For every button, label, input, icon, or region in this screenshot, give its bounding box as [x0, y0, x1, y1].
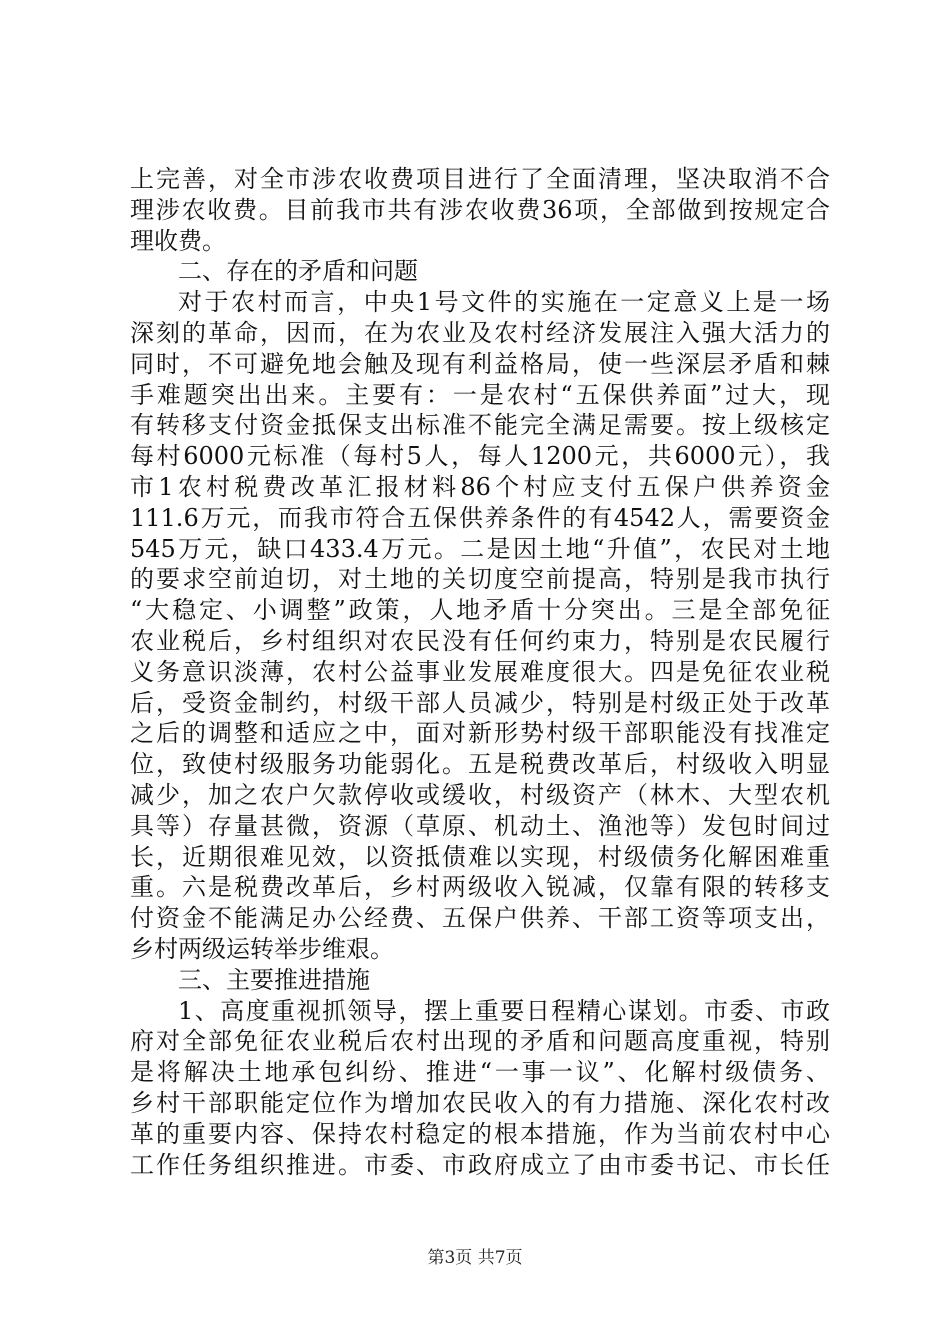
text-line: 市1农村税费改革汇报材料86个村应支付五保户供养资金	[130, 472, 830, 501]
text-line: 有转移支付资金抵保支出标准不能完全满足需要。按上级核定	[130, 411, 830, 440]
text-line: 545万元，缺口433.4万元。二是因土地“升值”，农民对土地	[130, 534, 830, 563]
document-body	[130, 164, 830, 1180]
text-line: 义务意识淡薄，农村公益事业发展难度很大。四是免征农业税	[130, 657, 830, 686]
text-line: 二、存在的矛盾和问题	[178, 257, 418, 286]
text-line: 乡村干部职能定位作为增加农民收入的有力措施、深化农村改	[130, 1088, 830, 1117]
text-line: 理涉农收费。目前我市共有涉农收费36项，全部做到按规定合	[130, 195, 830, 224]
text-line: 付资金不能满足办公经费、五保户供养、干部工资等项支出，	[130, 904, 830, 933]
text-line: 对于农村而言，中央1号文件的实施在一定意义上是一场	[178, 288, 830, 317]
text-line: 重。六是税费改革后，乡村两级收入锐减，仅靠有限的转移支	[130, 873, 830, 902]
text-line: 减少，加之农户欠款停收或缓收，村级资产（林木、大型农机	[130, 780, 830, 809]
text-line: 乡村两级运转举步维艰。	[130, 934, 394, 963]
text-line: 三、主要推进措施	[178, 965, 370, 994]
text-line: 革的重要内容、保持农村稳定的根本措施，作为当前农村中心	[130, 1119, 830, 1148]
text-line: 理收费。	[130, 226, 226, 255]
text-line: 111.6万元，而我市符合五保供养条件的有4542人，需要资金	[130, 503, 830, 532]
text-line: 位，致使村级服务功能弱化。五是税费改革后，村级收入明显	[130, 750, 830, 779]
text-line: 每村6000元标准（每村5人，每人1200元，共6000元），我	[130, 442, 830, 471]
text-line: 上完善，对全市涉农收费项目进行了全面清理，坚决取消不合	[130, 165, 830, 193]
page-footer: 第3页 共7页	[427, 1248, 523, 1268]
text-line: 同时，不可避免地会触及现有利益格局，使一些深层矛盾和棘	[130, 349, 830, 378]
text-line: 具等）存量甚微，资源（草原、机动土、渔池等）发包时间过	[130, 811, 830, 840]
text-line: 的要求空前迫切，对土地的关切度空前提高，特别是我市执行	[130, 565, 830, 594]
text-line: “大稳定、小调整”政策，人地矛盾十分突出。三是全部免征	[130, 596, 830, 625]
text-line: 深刻的革命，因而，在为农业及农村经济发展注入强大活力的	[130, 318, 830, 347]
text-line: 长，近期很难见效，以资抵债难以实现，村级债务化解困难重	[130, 842, 830, 871]
text-line: 之后的调整和适应之中，面对新形势村级干部职能没有找准定	[130, 719, 830, 748]
text-line: 农业税后，乡村组织对农民没有任何约束力，特别是农民履行	[130, 626, 830, 655]
text-line: 后，受资金制约，村级干部人员减少，特别是村级正处于改革	[130, 688, 830, 717]
text-line: 工作任务组织推进。市委、市政府成立了由市委书记、市长任	[130, 1150, 830, 1179]
text-line: 府对全部免征农业税后农村出现的矛盾和问题高度重视，特别	[130, 1027, 830, 1056]
text-line: 手难题突出出来。主要有：一是农村“五保供养面”过大，现	[130, 380, 830, 409]
text-line: 是将解决土地承包纠纷、推进“一事一议”、化解村级债务、	[130, 1058, 830, 1087]
text-line: 1、高度重视抓领导，摆上重要日程精心谋划。市委、市政	[178, 996, 830, 1025]
